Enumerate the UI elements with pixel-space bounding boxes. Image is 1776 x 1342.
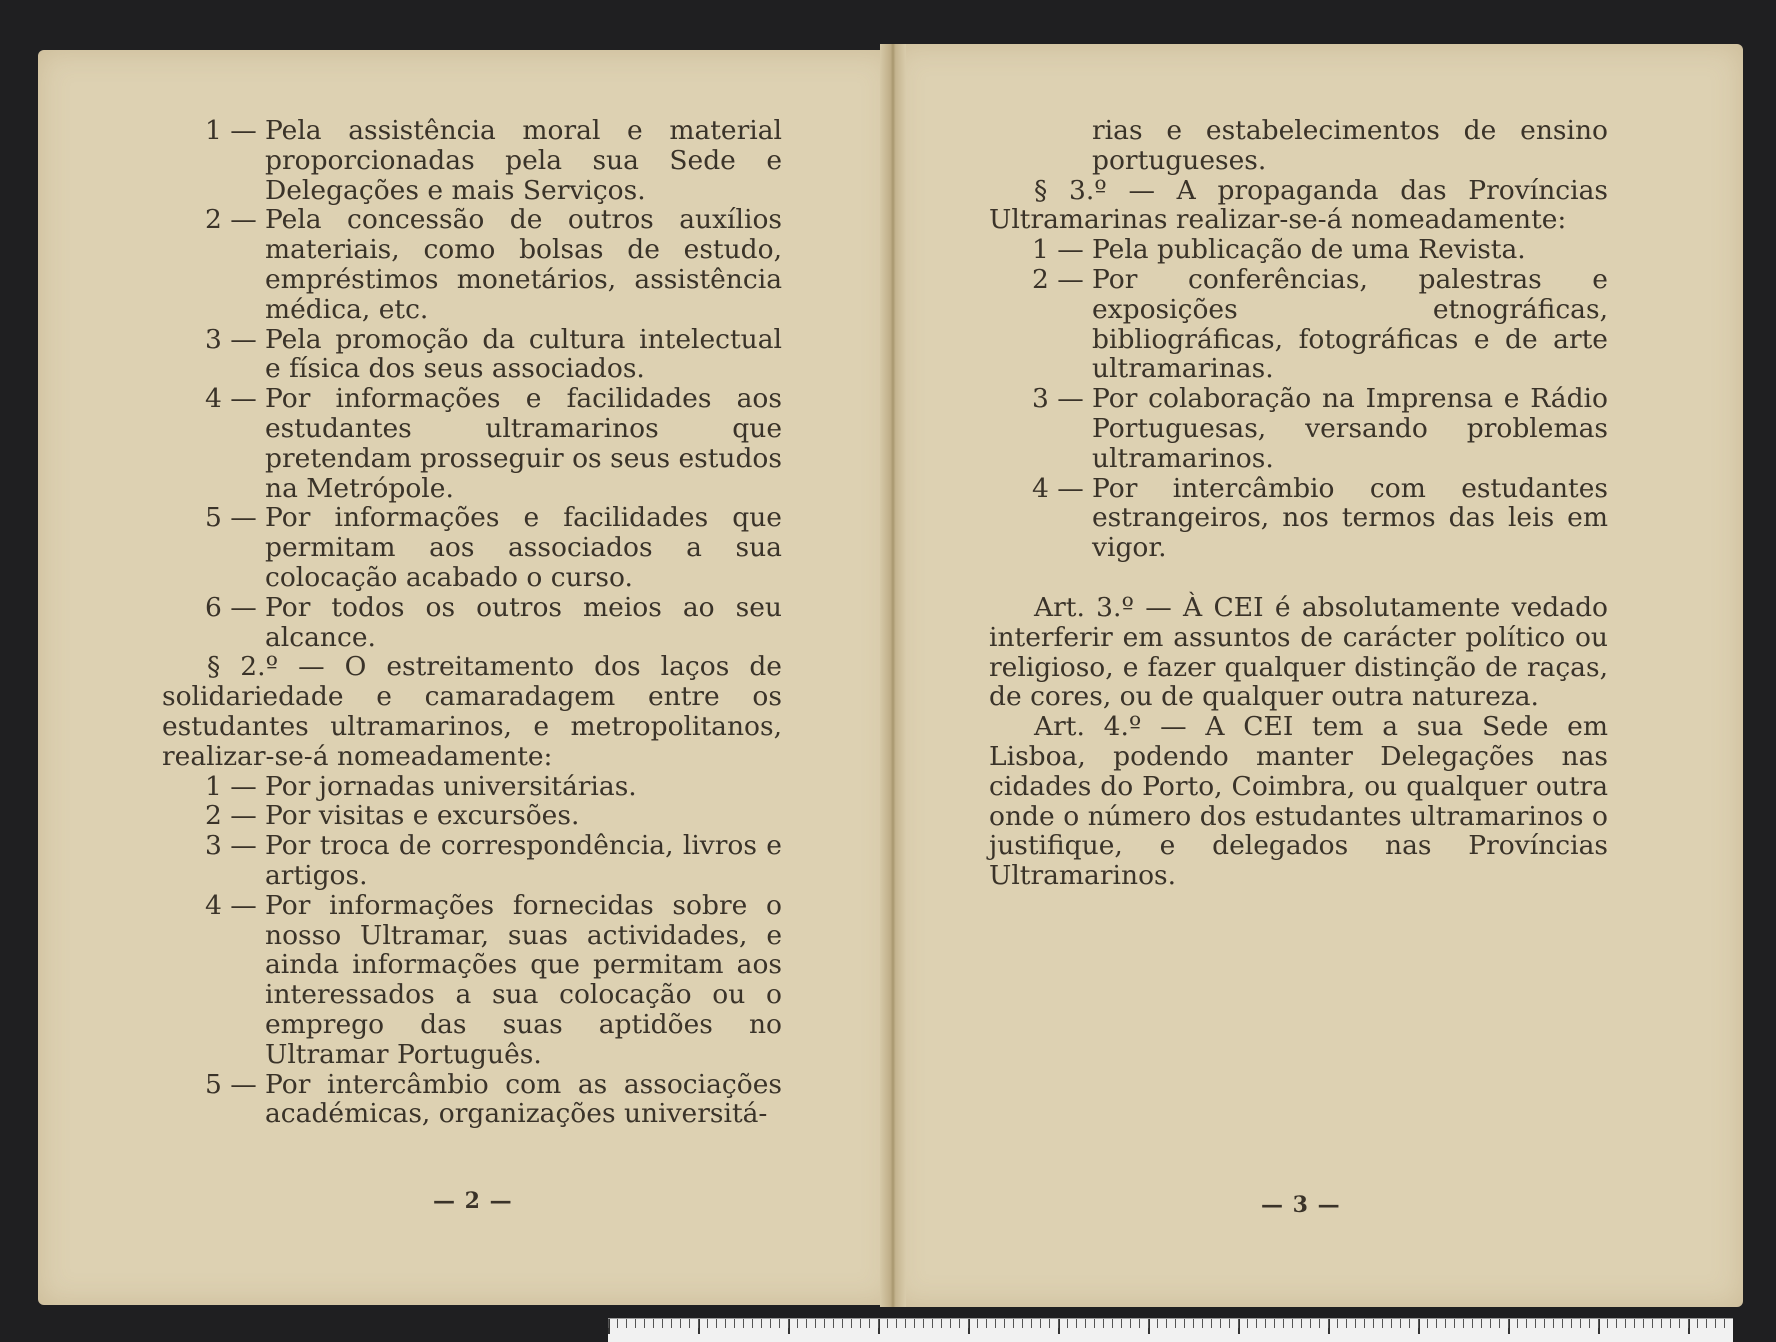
- page-number-right: — 3 —: [1261, 1192, 1341, 1218]
- list-item: 3 — Por troca de correspondência, livros e artigos.: [205, 830, 782, 891]
- list-item: 2 — Por visitas e excursões.: [205, 800, 580, 832]
- left-page-text: [162, 116, 782, 1129]
- spacer: [989, 563, 1608, 593]
- list-item: 5 — Por informações e facilidades que permitam aos associados a sua colocação acabado o curso.: [205, 502, 782, 593]
- section-paragraph: § 2.º — O estreitamento dos laços de solidariedade e camaradagem entre os estudantes ultramarinos, e metropolitanos, realizar-se-á nomeadamente:: [162, 651, 782, 772]
- book-spine: [880, 44, 906, 1307]
- list-item: 1 — Por jornadas universitárias.: [205, 770, 637, 802]
- continuation-text: rias e estabelecimentos de ensino portugueses.: [1092, 115, 1608, 176]
- measurement-ruler: [608, 1318, 1733, 1342]
- list-item: 4 — Por intercâmbio com estudantes estrangeiros, nos termos das leis em vigor.: [1032, 472, 1608, 564]
- article-4: Art. 4.º — A CEI tem a sua Sede em Lisboa, podendo manter Delegações nas cidades do Porto, Coimbra, ou qualquer outra onde o número dos estudantes ultramarinos o justifique, e delegados nas Províncias Ultramarinos.: [989, 711, 1608, 892]
- list-item: 1 — Pela publicação de uma Revista.: [1032, 234, 1526, 266]
- list-item: 3 — Pela promoção da cultura intelectual e física dos seus associados.: [205, 323, 782, 385]
- right-page-text: [989, 116, 1608, 891]
- section-paragraph: § 3.º — A propaganda das Províncias Ultramarinas realizar-se-á nomeadamente:: [989, 174, 1608, 236]
- page-number-left: — 2 —: [433, 1188, 513, 1214]
- list-item: 2 — Por conferências, palestras e exposições etnográficas, bibliográficas, fotográficas e de arte ultramarinas.: [1032, 263, 1608, 385]
- article-3: Art. 3.º — À CEI é absolutamente vedado interferir em assuntos de carácter político ou religioso, e fazer qualquer distinção de raças, de cores, ou de qualquer outra natureza.: [989, 591, 1608, 713]
- list-item: 3 — Por colaboração na Imprensa e Rádio Portuguesas, versando problemas ultramarinos.: [1032, 383, 1608, 474]
- list-item: 4 — Por informações fornecidas sobre o nosso Ultramar, suas actividades, e ainda informações que permitam aos interessados a sua colocação ou o emprego das suas aptidões no Ultramar Português.: [205, 889, 782, 1070]
- list-item: 2 — Pela concessão de outros auxílios materiais, como bolsas de estudo, empréstimos monetários, assistência médica, etc.: [205, 204, 782, 325]
- list-item: 4 — Por informações e facilidades aos estudantes ultramarinos que pretendam prosseguir os seus estudos na Metrópole.: [205, 383, 782, 504]
- list-item: 1 — Pela assistência moral e material proporcionadas pela sua Sede e Delegações e mais Serviços.: [205, 115, 782, 206]
- list-item: 6 — Por todos os outros meios ao seu alcance.: [205, 591, 782, 653]
- list-item: 5 — Por intercâmbio com as associações académicas, organizações universitá-: [205, 1068, 782, 1130]
